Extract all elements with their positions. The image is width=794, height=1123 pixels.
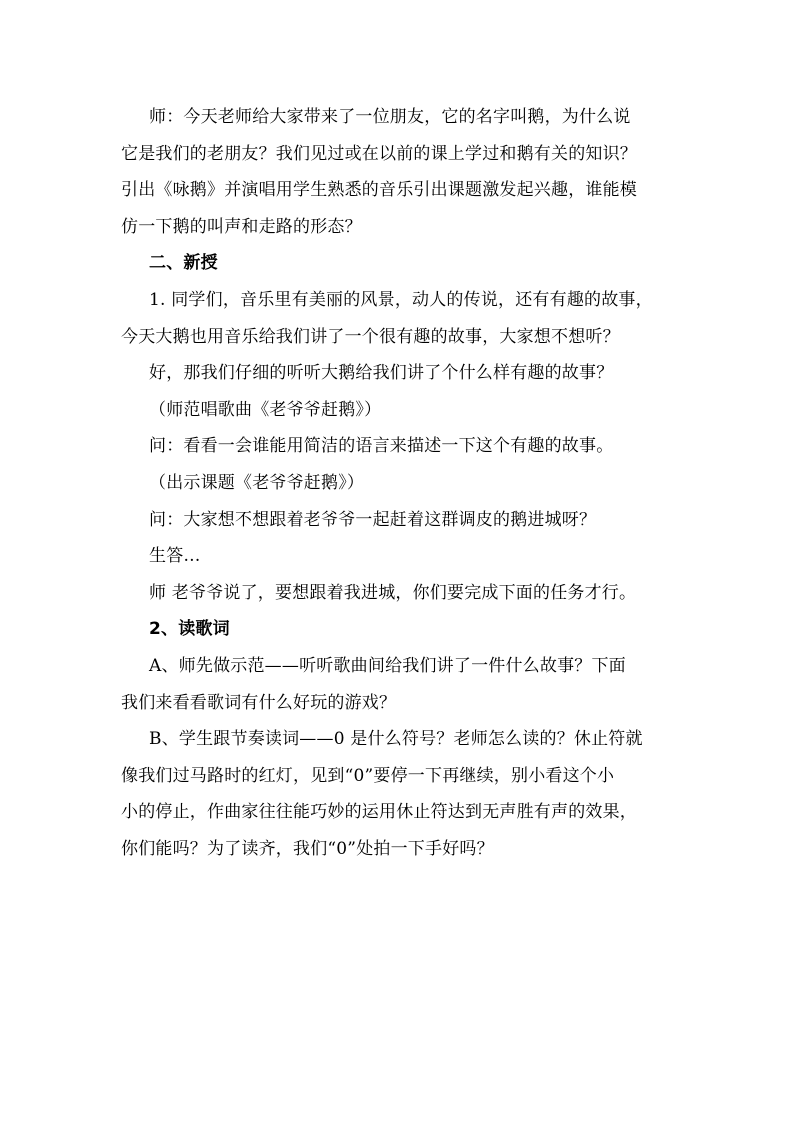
paragraph-line: 仿一下鹅的叫声和走路的形态？ — [121, 216, 362, 237]
paragraph-line: 像我们过马路时的红灯，见到“0”要停一下再继续，别小看这个小 — [121, 765, 615, 786]
paragraph-line: 小的停止，作曲家往往能巧妙的运用休止符达到无声胜有声的效果， — [121, 802, 637, 823]
paragraph-line: （师范唱歌曲《老爷爷赶鹅》） — [149, 399, 382, 420]
paragraph-line: 引出《咏鹅》并演唱用学生熟悉的音乐引出课题激发起兴趣，谁能模 — [121, 180, 637, 201]
paragraph-line: 它是我们的老朋友？我们见过或在以前的课上学过和鹅有关的知识？ — [121, 143, 637, 164]
paragraph-line: 1. 同学们，音乐里有美丽的风景，动人的传说，还有有趣的故事， — [149, 289, 653, 310]
section-heading: 二、新授 — [149, 253, 218, 274]
paragraph-line: A、师先做示范——听听歌曲间给我们讲了一件什么故事？下面 — [149, 655, 626, 676]
paragraph-line: 师 老爷爷说了，要想跟着我进城，你们要完成下面的任务才行。 — [149, 582, 637, 603]
paragraph-line: 问：大家想不想跟着老爷爷一起赶着这群调皮的鹅进城呀？ — [149, 509, 597, 530]
paragraph-line: 生答… — [149, 546, 201, 567]
section-heading: 2、读歌词 — [149, 619, 230, 640]
paragraph-line: B、学生跟节奏读词——0 是什么符号？老师怎么读的？休止符就 — [149, 729, 643, 750]
paragraph-line: 师：今天老师给大家带来了一位朋友，它的名字叫鹅，为什么说 — [149, 107, 631, 127]
paragraph-line: 问：看看一会谁能用简洁的语言来描述一下这个有趣的故事。 — [149, 436, 614, 457]
paragraph-line: 我们来看看歌词有什么好玩的游戏？ — [121, 692, 397, 713]
paragraph-line: （出示课题《老爷爷赶鹅》） — [149, 472, 365, 493]
paragraph-line: 好，那我们仔细的听听大鹅给我们讲了个什么样有趣的故事？ — [149, 363, 614, 384]
paragraph-line: 你们能吗？为了读齐，我们“0”处拍一下手好吗？ — [121, 838, 494, 859]
paragraph-line: 今天大鹅也用音乐给我们讲了一个很有趣的故事，大家想不想听？ — [121, 326, 620, 347]
document-body — [121, 99, 683, 867]
